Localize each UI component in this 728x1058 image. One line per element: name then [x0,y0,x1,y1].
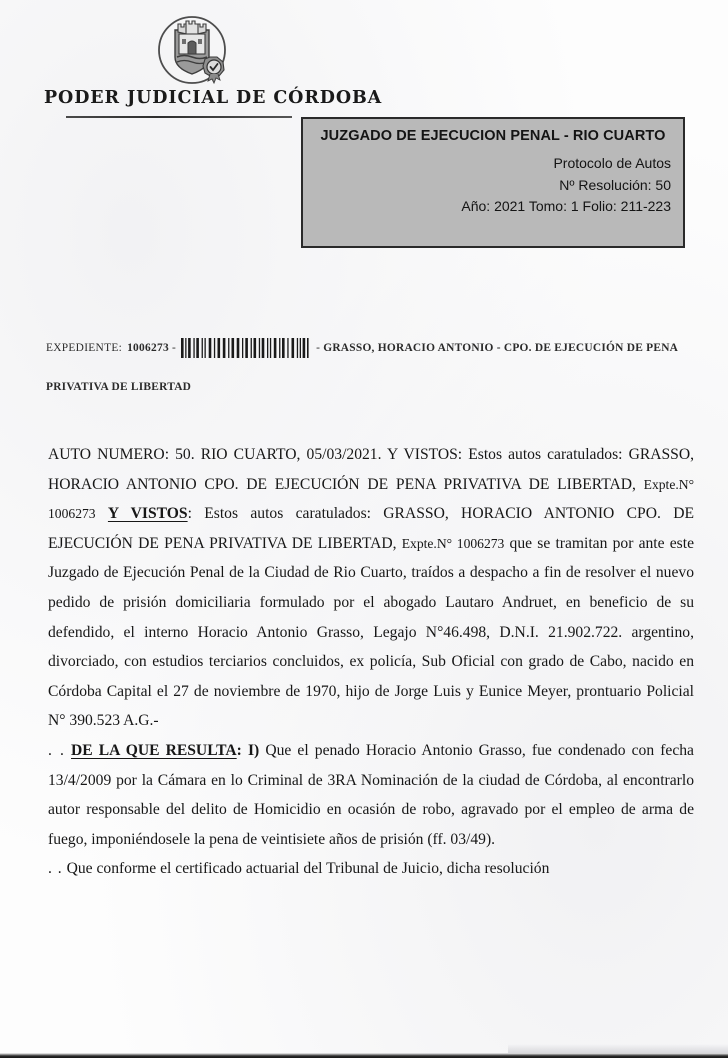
para1-segment-a: AUTO NUMERO: 50. RIO CUARTO, 05/03/2021. Y VISTOS: Estos autos caratulados: GRASSO, HORACIO ANTONIO CPO. DE EJECUCIÓN DE PENA PRIVATIVA DE LIBERTAD, [48,446,694,493]
para2-leading-dots: . . [48,741,65,759]
protocol-resolution-number: Nº Resolución: 50 [559,176,671,193]
para2-text: Que el penado Horacio Antonio Grasso, fue condenado con fecha 13/4/2009 por la Cámara en lo Criminal de 3RA Nominación de la ciudad de Córdoba, al encontrarlo autor responsable del delito de Homicidio en ocasión de robo, agravado por el empleo de arma de fuego, imponiéndosele la pena de veintisiete años de prisión (ff. 03/49). [48,741,694,848]
expediente-dash-left: - [172,342,177,355]
para1-segment-b: : Estos autos caratulados: GRASSO, HORACIO ANTONIO CPO. DE EJECUCIÓN DE PENA PRIVATIVA DE LIBERTAD, [48,505,695,552]
para1-expediente-ref-2: Expte.N° 1006273 [401,535,505,551]
letterhead-title: PODER JUDICIAL DE CÓRDOBA [44,88,383,108]
para1-heading-y-vistos: Y VISTOS [107,505,188,523]
para1-spacer [96,505,108,522]
barcode-icon [181,338,311,358]
para2-heading: DE LA QUE RESULTA [71,741,237,759]
document-body [48,440,694,884]
expediente-dash-right: - [316,342,321,355]
para3-leading-dots: . . [48,860,63,878]
paragraph-de-la-que-resulta [48,736,694,854]
expediente-label: EXPEDIENTE: [46,342,123,355]
protocol-type: Protocolo de Autos [553,155,671,172]
protocol-details [315,153,671,217]
expediente-caption-line2: PRIVATIVA DE LIBERTAD [46,381,192,393]
para2-item-marker: : I) [236,741,260,759]
paragraph-y-vistos [48,440,694,736]
protocol-year-volume-folio: Año: 2021 Tomo: 1 Folio: 211-223 [461,198,671,215]
expediente-caption: GRASSO, HORACIO ANTONIO - CPO. DE EJECUCIÓN DE PENA [323,342,679,355]
scan-bottom-edge [0,1053,728,1058]
protocol-box [301,117,685,248]
expediente-number: 1006273 [127,342,170,355]
protocol-court-title: JUZGADO DE EJECUCION PENAL - RIO CUARTO [320,128,666,144]
expediente-header [46,339,694,393]
para1-segment-c: que se tramitan por ante este Juzgado de Ejecución Penal de la Ciudad de Rio Cuarto, traídos a despacho a fin de resolver el nuevo pedido de prisión domiciliaria formulado por el abogado Lautaro Andruet, en beneficio de su defendido, el interno Horacio Antonio Grasso, Legajo N°46.498, D.N.I. 21.902.722. argentino, divorciado, con estudios terciarios concluidos, ex policía, Sub Oficial con grado de Cabo, nacido en Córdoba Capital el 27 de noviembre de 1970, hijo de Jorge Luis y Eunice Meyer, prontuario Policial N° 390.523 A.G.- [48,534,694,730]
letterhead-divider [66,116,292,118]
cordoba-coat-of-arms-seal-icon [148,10,240,94]
para3-text: Que conforme el certificado actuarial del Tribunal de Juicio, dicha resolución [62,860,550,878]
paragraph-certificado-actuarial [48,854,694,884]
scan-edge-highlight [508,1044,728,1053]
para1-expediente-ref: Expte.N° 1006273 [48,476,694,522]
